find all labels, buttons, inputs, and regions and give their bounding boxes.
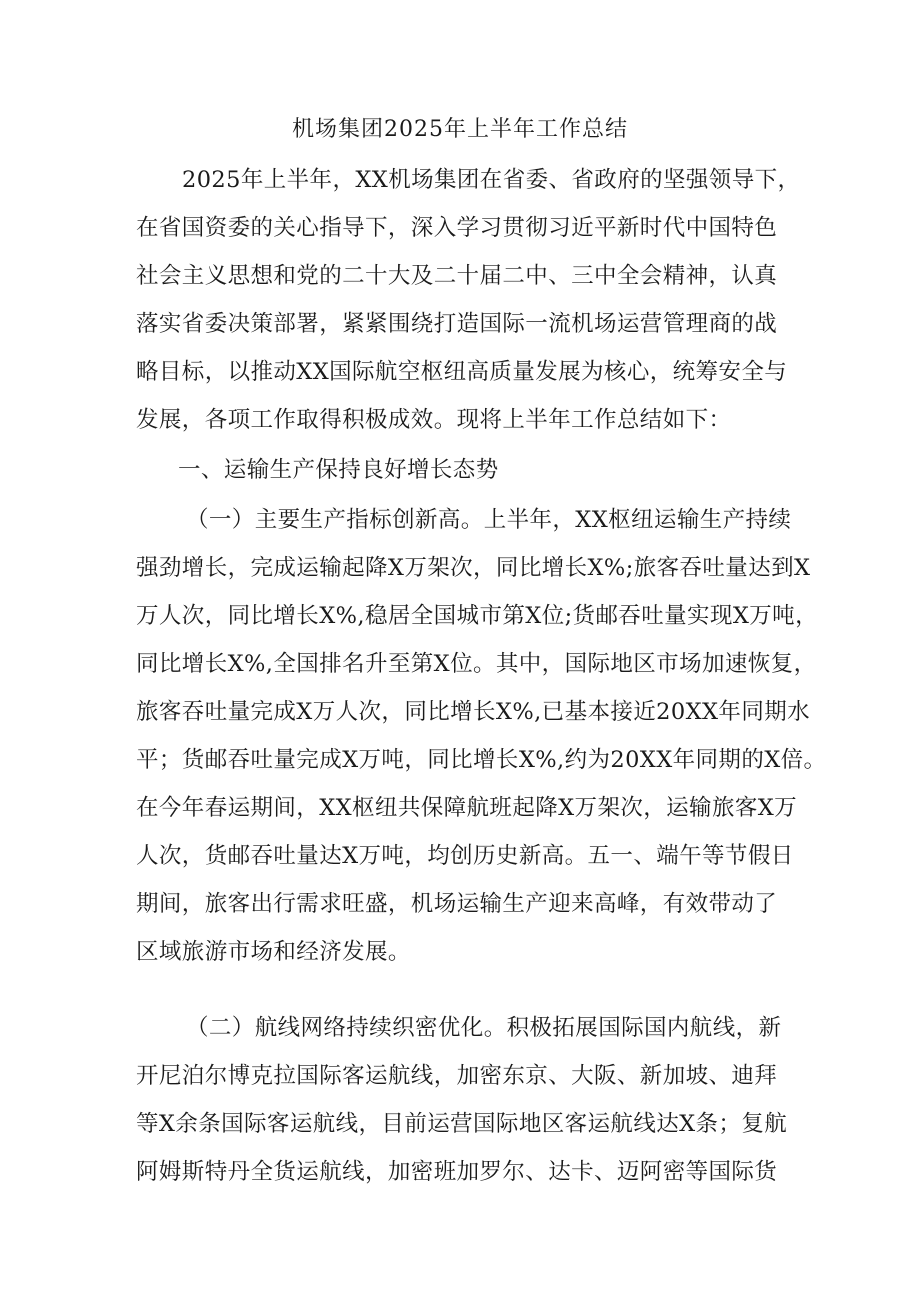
paragraph-line: 发展，各项工作取得积极成效。现将上半年工作总结如下：	[136, 407, 732, 433]
paragraph-line: 略目标，以推动XX国际航空枢纽高质量发展为核心，统筹安全与	[136, 359, 788, 385]
paragraph-line: 社会主义思想和党的二十大及二十届二中、三中全会精神，认真	[136, 263, 778, 289]
paragraph-line: 人次，货邮吞吐量达X万吨，均创历史新高。五一、端午等节假日	[136, 843, 794, 869]
paragraph-line: 落实省委决策部署，紧紧围绕打造国际一流机场运营管理商的战	[136, 311, 778, 337]
paragraph-line: （二）航线网络持续织密优化。积极拓展国际国内航线，新	[186, 1015, 782, 1041]
paragraph-line: 区域旅游市场和经济发展。	[136, 939, 411, 965]
paragraph-line: 强劲增长，完成运输起降X万架次，同比增长X%;旅客吞吐量达到X	[136, 555, 811, 581]
paragraph-line: 2025年上半年，XX机场集团在省委、省政府的坚强领导下，	[182, 167, 801, 193]
section-heading: 一、运输生产保持良好增长态势	[178, 457, 499, 483]
paragraph-line: 期间，旅客出行需求旺盛，机场运输生产迎来高峰，有效带动了	[136, 891, 778, 917]
paragraph-line: 平；货邮吞吐量完成X万吨，同比增长X%,约为20XX年同期的X倍。	[136, 747, 827, 773]
paragraph-line: 等X余条国际客运航线，目前运营国际地区客运航线达X条；复航	[136, 1111, 788, 1137]
paragraph-line: 开尼泊尔博克拉国际客运航线，加密东京、大阪、新加坡、迪拜	[136, 1063, 778, 1089]
paragraph-line: 旅客吞吐量完成X万人次，同比增长X%,已基本接近20XX年同期水	[136, 699, 811, 725]
paragraph-line: 万人次，同比增长X%,稳居全国城市第X位;货邮吞吐量实现X万吨，	[136, 603, 818, 629]
paragraph-line: 阿姆斯特丹全货运航线，加密班加罗尔、达卡、迈阿密等国际货	[136, 1159, 778, 1185]
paragraph-line: 在今年春运期间，XX枢纽共保障航班起降X万架次，运输旅客X万	[136, 795, 798, 821]
paragraph-line: （一）主要生产指标创新高。上半年，XX枢纽运输生产持续	[186, 507, 792, 533]
paragraph-line: 同比增长X%,全国排名升至第X位。其中，国际地区市场加速恢复，	[136, 651, 817, 677]
document-title: 机场集团2025年上半年工作总结	[292, 117, 628, 142]
paragraph-line: 在省国资委的关心指导下，深入学习贯彻习近平新时代中国特色	[136, 215, 778, 241]
